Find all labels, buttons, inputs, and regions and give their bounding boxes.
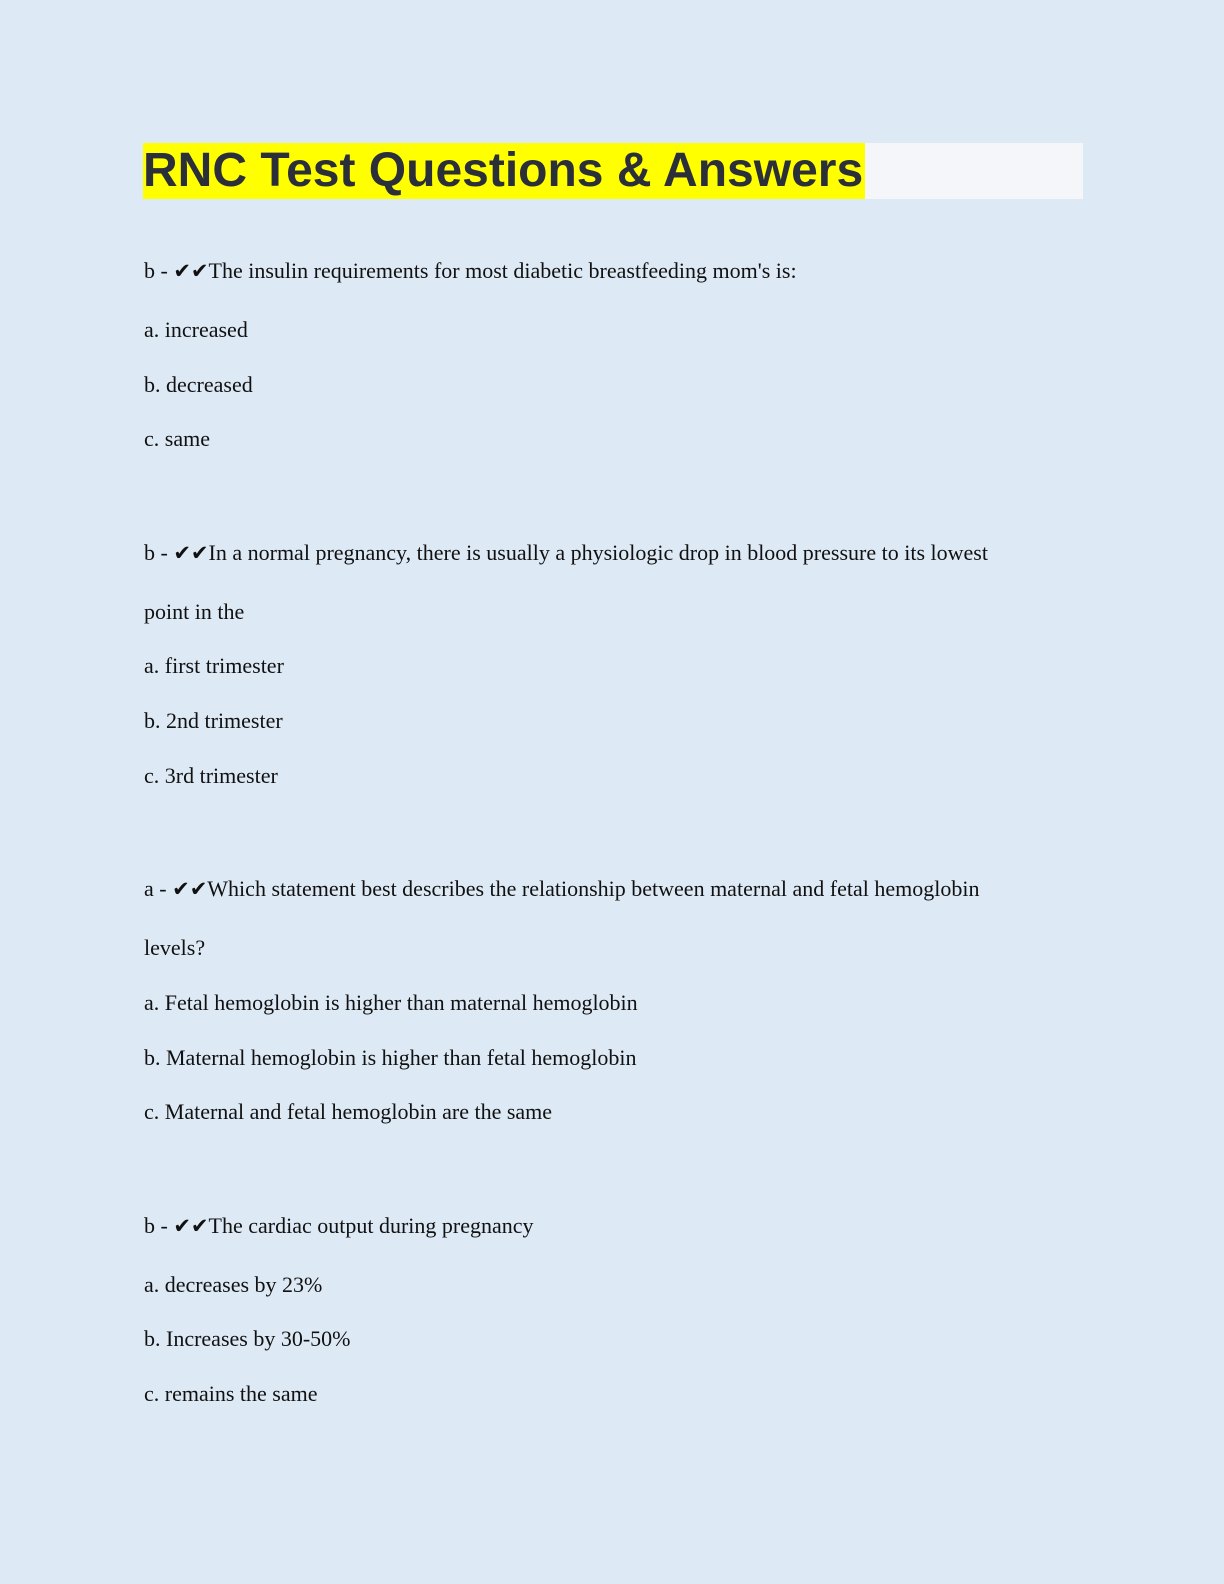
question-text: The cardiac output during pregnancy — [208, 1213, 534, 1238]
answer-key: a - — [144, 876, 173, 901]
option: a. first trimester — [144, 653, 284, 678]
option: b. Increases by 30-50% — [144, 1326, 351, 1351]
question-text-continued: point in the — [144, 599, 245, 624]
option: a. increased — [144, 317, 248, 342]
answer-key: b - — [144, 1213, 174, 1238]
page-title: RNC Test Questions & Answers — [143, 144, 864, 197]
check-icon: ✔✔ — [173, 259, 209, 283]
question-text: The insulin requirements for most diabetic breastfeeding mom's is: — [208, 258, 797, 283]
check-icon: ✔✔ — [173, 1214, 209, 1238]
question-3 — [144, 876, 979, 902]
question-2 — [144, 540, 988, 566]
option: c. Maternal and fetal hemoglobin are the same — [144, 1099, 553, 1124]
question-text: In a normal pregnancy, there is usually a physiologic drop in blood pressure to its lowest — [208, 540, 988, 565]
option: c. remains the same — [144, 1381, 318, 1406]
answer-key: b - — [144, 258, 174, 283]
option: c. same — [144, 426, 210, 451]
answer-key: b - — [144, 540, 174, 565]
option: b. decreased — [144, 372, 253, 397]
option: b. Maternal hemoglobin is higher than fetal hemoglobin — [144, 1045, 637, 1070]
check-icon: ✔✔ — [172, 877, 208, 901]
question-1 — [144, 258, 797, 284]
option: a. Fetal hemoglobin is higher than maternal hemoglobin — [144, 990, 638, 1015]
question-text: Which statement best describes the relationship between maternal and fetal hemoglobin — [207, 876, 980, 901]
question-4 — [144, 1213, 534, 1239]
check-icon: ✔✔ — [173, 541, 209, 565]
option: b. 2nd trimester — [144, 708, 283, 733]
question-text-continued: levels? — [144, 935, 206, 960]
option: a. decreases by 23% — [144, 1272, 323, 1297]
option: c. 3rd trimester — [144, 763, 278, 788]
